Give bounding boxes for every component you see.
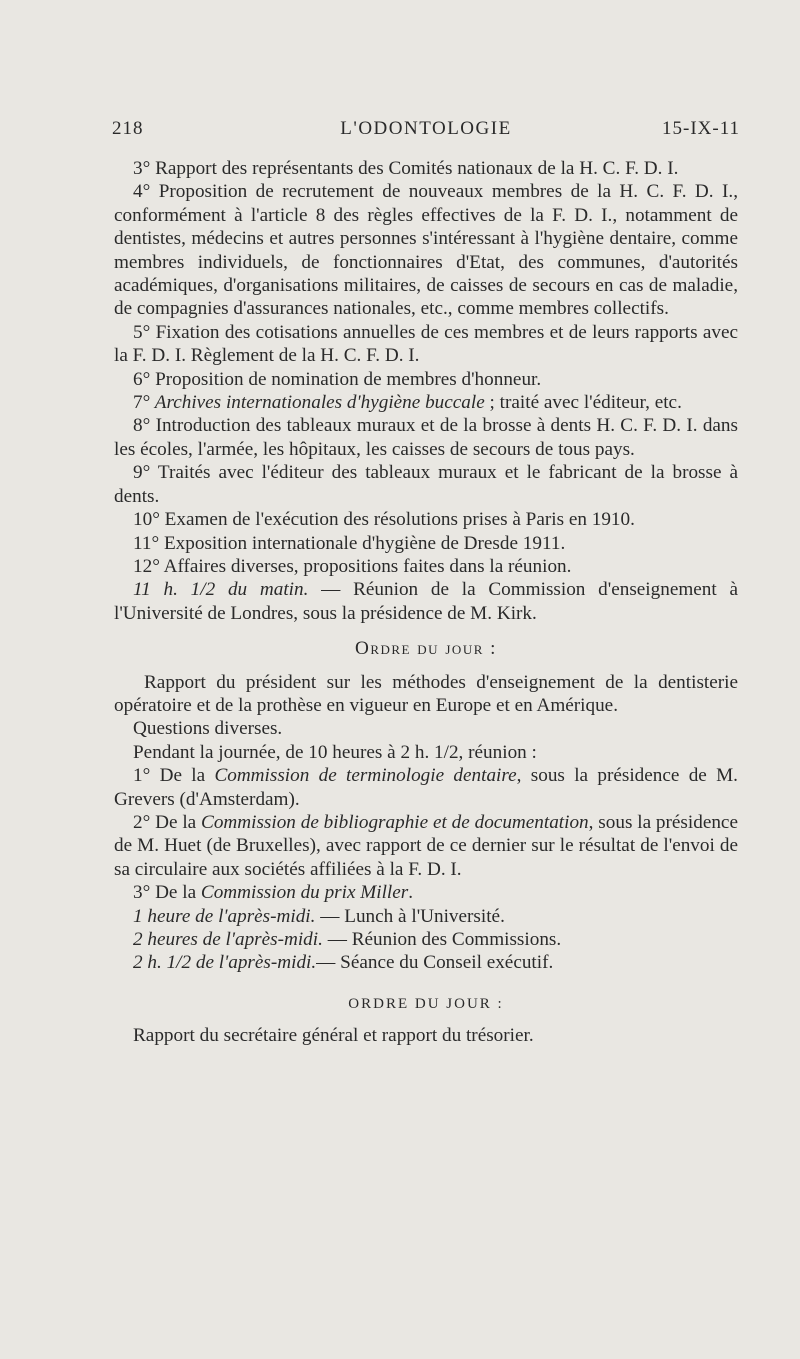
commission-name: Commission du prix Miller (200, 882, 409, 904)
running-header (112, 118, 740, 148)
agenda-item-6 (114, 368, 738, 391)
item-text: , sous la présidence de M. Huet (de Bruxelles), avec rapport de ce dernier sur le résultat de l'envoi de sa circulaire aux sociétés affiliées à la F. D. I. (114, 811, 738, 880)
session-teaching (114, 578, 738, 625)
item-number: 6° (133, 368, 151, 390)
schedule-text: — Lunch à l'Université. (315, 905, 505, 927)
item-text: Examen de l'exécution des résolutions prises à Paris en 1910. (159, 509, 635, 531)
commission-name: Commission de bibliographie et de documentation (201, 811, 589, 833)
paragraph-questions: Questions diverses. (133, 718, 283, 740)
agenda-item-3 (114, 157, 738, 180)
paragraph-final: Rapport du secrétaire général et rapport du trésorier. (133, 1025, 534, 1047)
item-number: 3° (133, 882, 151, 904)
item-text: ; traité avec l'éditeur, etc. (484, 392, 682, 414)
item-number: 9° (133, 462, 151, 484)
item-text: Exposition internationale d'hygiène de Dresde 1911. (159, 532, 566, 554)
agenda-item-10 (114, 508, 738, 531)
schedule-council (114, 951, 738, 974)
item-number: 8° (133, 415, 151, 437)
item-text: Traités avec l'éditeur des tableaux muraux et le fabricant de la brosse à dents. (114, 462, 738, 507)
item-number: 3° (133, 158, 151, 179)
section-heading-2: ORDRE DU JOUR : (348, 995, 504, 1012)
agenda-item-12 (114, 555, 738, 578)
agenda-item-4 (114, 180, 738, 320)
item-text: Introduction des tableaux muraux et de la brosse à dents H. C. F. D. I. dans les écoles, l'armée, les hôpitaux, les caisses de secours de tous pays. (114, 415, 738, 460)
schedule-text: — Séance du Conseil exécutif. (316, 952, 554, 974)
agenda-item-8 (114, 414, 738, 461)
schedule-commissions (114, 928, 738, 951)
session-time: 11 h. 1/2 du matin. (133, 579, 309, 601)
schedule-lunch (114, 905, 738, 928)
item-text: , sous la présidence de M. Grevers (d'Amsterdam). (114, 765, 738, 810)
item-italic-title: Archives internationales d'hygiène buccale (150, 392, 485, 414)
page-number: 218 (112, 118, 144, 139)
item-number: 11° (133, 532, 160, 554)
item-number: 4° (133, 181, 151, 203)
paragraph-rapport: Rapport du président sur les méthodes d'enseignement de la dentisterie opératoire et de la prothèse en vigueur en Europe et en Amérique. (114, 671, 738, 716)
commission-item-2 (114, 811, 738, 881)
item-text: Rapport des représentants des Comités nationaux de la H. C. F. D. I. (150, 158, 679, 179)
item-number: 1° (133, 765, 151, 787)
paragraph-pendant: Pendant la journée, de 10 heures à 2 h. 1/2, réunion : (133, 741, 537, 763)
commission-item-1 (114, 764, 738, 811)
schedule-time: 2 h. 1/2 de l'après-midi. (133, 952, 317, 974)
item-number: 12° (133, 555, 160, 577)
item-number: 5° (133, 321, 151, 343)
item-text: . (408, 882, 414, 904)
issue-date: 15-IX-11 (662, 118, 740, 139)
schedule-time: 1 heure de l'après-midi. (133, 905, 316, 927)
item-text: Proposition de nomination de membres d'honneur. (150, 368, 542, 390)
section-heading: Ordre du jour : (354, 638, 498, 660)
item-prefix: De la (150, 765, 215, 787)
item-prefix: De la (150, 811, 202, 833)
item-text: Proposition de recrutement de nouveaux membres de la H. C. F. D. I., conformément à l'article 8 des règles effectives de la F. D. I., notamment de dentistes, médecins et autres personnes s'intéressant à l'hygiène dentaire, comme membres individuels, de fonctionnaires d'Etat, des communes, d'autorités académiques, d'organisations militaires, de caisses de secours en cas de maladie, de compagnies d'assurances nationales, etc., comme membres collectifs. (114, 181, 738, 320)
agenda-item-5 (114, 321, 738, 368)
item-prefix: De la (150, 882, 201, 904)
session-text: — Réunion de la Commission d'enseignement à l'Université de Londres, sous la présidence de M. Kirk. (114, 579, 738, 624)
item-number: 2° (133, 811, 151, 833)
commission-item-3 (114, 881, 738, 904)
journal-title: L'ODONTOLOGIE (340, 118, 512, 139)
item-number: 7° (133, 392, 151, 414)
item-text: Fixation des cotisations annuelles de ces membres et de leurs rapports avec la F. D. I. Règlement de la H. C. F. D. I. (114, 321, 738, 367)
item-number: 10° (133, 509, 160, 531)
agenda-item-7 (114, 391, 738, 414)
commission-name: Commission de terminologie dentaire (214, 765, 517, 787)
page-body (114, 157, 738, 1048)
agenda-item-9 (114, 461, 738, 508)
item-text: Affaires diverses, propositions faites dans la réunion. (159, 555, 572, 577)
schedule-text: — Réunion des Commissions. (322, 929, 562, 950)
agenda-item-11 (114, 532, 738, 555)
schedule-time: 2 heures de l'après-midi. (133, 929, 323, 950)
